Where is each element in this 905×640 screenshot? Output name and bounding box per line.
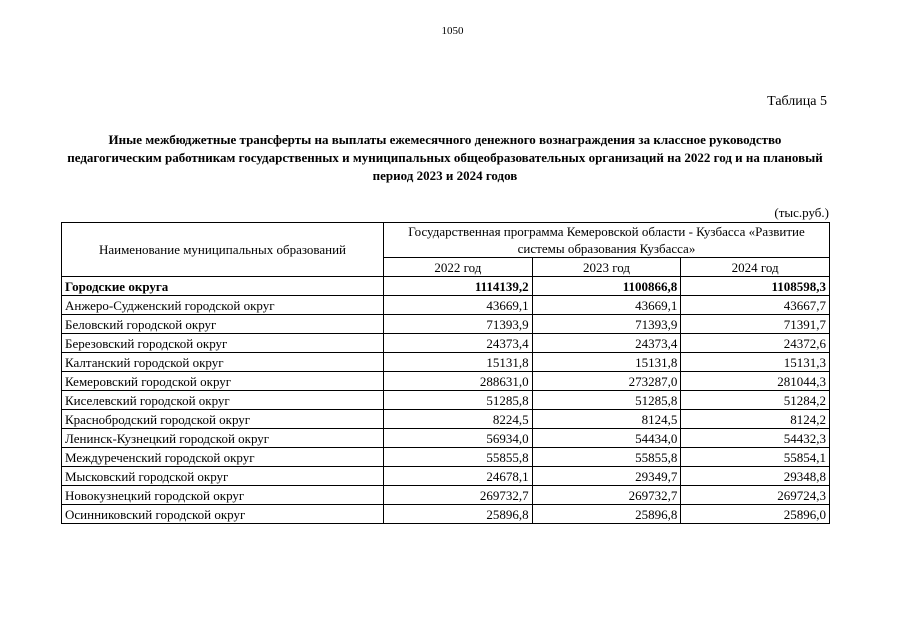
header-year-2022: 2022 год [384,258,533,277]
table-label: Таблица 5 [767,94,827,109]
table-row [62,353,830,372]
cell-2024: 43667,7 [681,296,830,315]
cell-2022: 56934,0 [384,429,533,448]
cell-2024: 281044,3 [681,372,830,391]
row-name: Анжеро-Судженский городской округ [62,296,384,315]
document-title: Иные межбюджетные трансферты на выплаты ежемесячного денежного вознаграждения за классное руководство педагогическим работникам государственных и муниципальных общеобразовательных организаций на 2022 год и на плановый период 2023 и 2024 годов [67,132,823,183]
row-name: Городские округа [62,277,384,296]
transfers-table [61,222,830,524]
row-name: Беловский городской округ [62,315,384,334]
row-name: Междуреченский городской округ [62,448,384,467]
cell-2023: 55855,8 [532,448,681,467]
table-row-total [62,277,830,296]
cell-2022: 55855,8 [384,448,533,467]
table-row [62,448,830,467]
cell-2022: 288631,0 [384,372,533,391]
table-row [62,315,830,334]
cell-2022: 43669,1 [384,296,533,315]
cell-2022: 71393,9 [384,315,533,334]
cell-2023: 54434,0 [532,429,681,448]
cell-2022: 51285,8 [384,391,533,410]
table-row [62,467,830,486]
header-year-2024: 2024 год [681,258,830,277]
units-label: (тыс.руб.) [774,205,829,220]
cell-2023: 24373,4 [532,334,681,353]
cell-2024: 269724,3 [681,486,830,505]
cell-2024: 24372,6 [681,334,830,353]
cell-2023: 273287,0 [532,372,681,391]
cell-2023: 25896,8 [532,505,681,524]
cell-2022: 25896,8 [384,505,533,524]
cell-2022: 8224,5 [384,410,533,429]
row-name: Березовский городской округ [62,334,384,353]
cell-2023: 71393,9 [532,315,681,334]
cell-2024: 54432,3 [681,429,830,448]
table-row [62,410,830,429]
header-year-2023: 2023 год [532,258,681,277]
cell-2022: 24373,4 [384,334,533,353]
table-row [62,296,830,315]
page-number: 1050 [441,25,464,37]
cell-2024: 1108598,3 [681,277,830,296]
cell-2023: 43669,1 [532,296,681,315]
table-row [62,372,830,391]
row-name: Новокузнецкий городской округ [62,486,384,505]
cell-2022: 24678,1 [384,467,533,486]
table-row [62,391,830,410]
cell-2024: 8124,2 [681,410,830,429]
cell-2022: 269732,7 [384,486,533,505]
cell-2024: 51284,2 [681,391,830,410]
cell-2022: 1114139,2 [384,277,533,296]
cell-2024: 55854,1 [681,448,830,467]
cell-2024: 71391,7 [681,315,830,334]
header-program: Государственная программа Кемеровской области - Кузбасса «Развитие системы образования Кузбасса» [384,223,830,258]
cell-2024: 29348,8 [681,467,830,486]
cell-2023: 15131,8 [532,353,681,372]
cell-2023: 51285,8 [532,391,681,410]
row-name: Киселевский городской округ [62,391,384,410]
table-row [62,429,830,448]
cell-2023: 269732,7 [532,486,681,505]
cell-2023: 8124,5 [532,410,681,429]
row-name: Осинниковский городской округ [62,505,384,524]
row-name: Кемеровский городской округ [62,372,384,391]
cell-2023: 1100866,8 [532,277,681,296]
cell-2024: 15131,3 [681,353,830,372]
row-name: Краснобродский городской округ [62,410,384,429]
row-name: Ленинск-Кузнецкий городской округ [62,429,384,448]
cell-2024: 25896,0 [681,505,830,524]
header-name-column: Наименование муниципальных образований [62,223,384,277]
row-name: Калтанский городской округ [62,353,384,372]
table-row [62,334,830,353]
table-row [62,486,830,505]
cell-2022: 15131,8 [384,353,533,372]
row-name: Мысковский городской округ [62,467,384,486]
table-row [62,505,830,524]
cell-2023: 29349,7 [532,467,681,486]
